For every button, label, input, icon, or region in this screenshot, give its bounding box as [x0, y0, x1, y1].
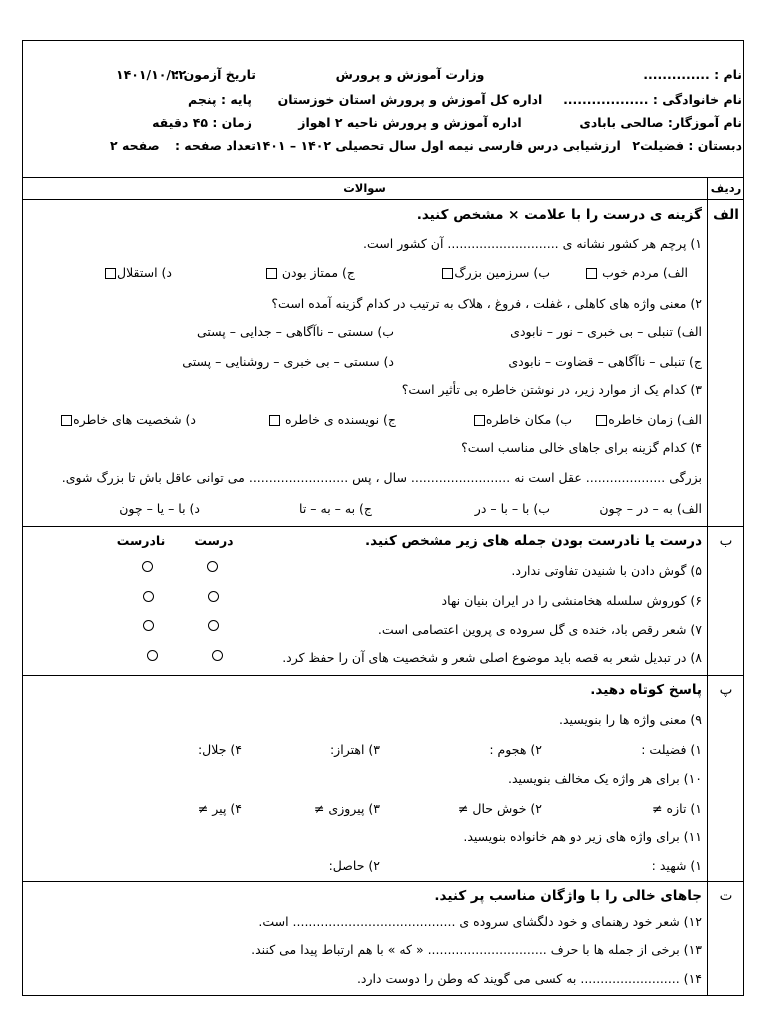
checkbox[interactable]	[586, 268, 597, 279]
q10-item-3: ۳) پیروزی ≠	[313, 801, 380, 816]
checkbox[interactable]	[269, 415, 280, 426]
header-divider	[22, 177, 744, 178]
false-radio[interactable]	[147, 650, 158, 661]
checkbox[interactable]	[442, 268, 453, 279]
q9-item-4: ۴) جلال:	[197, 742, 242, 757]
section-letter-alef: الف	[713, 207, 739, 223]
exam-date-value: ۱۴۰۱/۱۰/۲۲	[116, 67, 187, 82]
q4-option-d[interactable]: د) با – یا – چون	[119, 501, 200, 516]
exam-duration: زمان : ۴۵ دقیقه	[152, 115, 252, 130]
section-divider	[22, 881, 744, 882]
q1-option-d[interactable]: د) استقلال	[104, 265, 172, 280]
teacher-name: نام آموزگار: صالحی بابادی	[579, 115, 742, 130]
section-te-title: جاهای خالی را با واژگان مناسب پر کنید.	[434, 888, 702, 904]
true-radio[interactable]	[212, 650, 223, 661]
section-letter-pe: پ	[719, 682, 733, 698]
page-count-label: تعداد صفحه :	[174, 138, 256, 153]
false-radio[interactable]	[143, 591, 154, 602]
row-column-header: ردیف	[710, 181, 742, 195]
q1-option-c[interactable]: ج) ممتاز بودن	[265, 265, 355, 280]
questions-column-header: سوالات	[343, 181, 386, 195]
q2-option-b[interactable]: ب) سستی – ناآگاهی – جدایی – پستی	[196, 324, 394, 339]
exam-date-label: تاریخ آزمون :	[174, 67, 256, 82]
q2-option-d[interactable]: د) سستی – بی خبری – روشنایی – پستی	[182, 354, 394, 369]
row-column-divider	[707, 177, 708, 996]
q11-item-2: ۲) حاصل:	[328, 858, 380, 873]
grade-level: پایه : پنجم	[188, 92, 252, 107]
q9-item-1: ۱) فضیلت :	[641, 742, 702, 757]
checkbox[interactable]	[266, 268, 277, 279]
tf-statement-7: ۷) شعر رقص باد، خنده ی گل سروده ی پروین اعتصامی است.	[377, 622, 702, 637]
section-letter-be: ب	[719, 533, 733, 549]
q9-item-3: ۳) اهتراز:	[329, 742, 380, 757]
student-name-field: نام : ..............	[643, 67, 742, 82]
q3-option-b[interactable]: ب) مکان خاطره	[473, 412, 572, 427]
question-12: ۱۲) شعر خود رهنمای و خود دلگشای سروده ی ......................................... است.	[258, 914, 702, 929]
q3-option-c[interactable]: ج) نویسنده ی خاطره	[268, 412, 396, 427]
q10-item-1: ۱) تازه ≠	[652, 801, 702, 816]
section-divider	[22, 526, 744, 527]
question-14: ۱۴) ......................... به کسی می گویند که وطن را دوست دارد.	[356, 971, 702, 986]
true-radio[interactable]	[207, 561, 218, 572]
true-radio[interactable]	[208, 591, 219, 602]
checkbox[interactable]	[61, 415, 72, 426]
q4-option-c[interactable]: ج) به – به – تا	[299, 501, 372, 516]
q2-option-c[interactable]: ج) تنبلی – ناآگاهی – قضاوت – نابودی	[508, 354, 702, 369]
section-be-title: درست یا نادرست بودن جمله های زیر مشخص کنید.	[365, 533, 702, 549]
q10-item-4: ۴) پیر ≠	[197, 801, 242, 816]
q1-option-b[interactable]: ب) سرزمین بزرگ	[441, 265, 550, 280]
question-4: ۴) کدام گزینه برای جاهای خالی مناسب است؟	[461, 440, 702, 455]
checkbox[interactable]	[105, 268, 116, 279]
district-office: اداره آموزش و پرورش ناحیه ۲ اهواز	[298, 115, 522, 130]
question-4-text: بزرگی .................... عقل است نه ......................... سال ، پس ......................... می توانی عاقل باش تا بزرگ شوی.	[61, 470, 702, 485]
province-office: اداره کل آموزش و پرورش استان خوزستان	[277, 92, 543, 107]
q10-item-2: ۲) خوش حال ≠	[457, 801, 542, 816]
q3-option-d[interactable]: د) شخصیت های خاطره	[60, 412, 196, 427]
question-11: ۱۱) برای واژه های زیر دو هم خانواده بنویسید.	[463, 829, 702, 844]
page-count-value: ۲ صفحه	[110, 138, 160, 153]
question-9: ۹) معنی واژه ها را بنویسید.	[558, 712, 702, 727]
q4-option-a[interactable]: الف) به – در – چون	[599, 501, 702, 516]
student-family-field: نام خانوادگی : ..................	[563, 92, 742, 107]
tf-statement-6: ۶) کوروش سلسله هخامنشی را در ایران بنیان نهاد	[441, 593, 702, 608]
true-column-header: درست	[194, 533, 234, 548]
section-pe-title: پاسخ کوتاه دهید.	[590, 682, 702, 698]
false-column-header: نادرست	[116, 533, 166, 548]
exam-title: ارزشیابی درس فارسی نیمه اول سال تحصیلی ۱۴۰۲ – ۱۴۰۱	[255, 138, 621, 153]
question-2: ۲) معنی واژه های کاهلی ، غفلت ، فروغ ، هلاک به ترتیب در کدام گزینه آمده است؟	[271, 296, 702, 311]
question-3: ۳) کدام یک از موارد زیر، در نوشتن خاطره بی تأثیر است؟	[401, 382, 702, 397]
question-13: ۱۳) برخی از جمله ها با حرف .............................. « که » با هم ارتباط پیدا می کنند.	[251, 942, 702, 957]
ministry-title: وزارت آموزش و پرورش	[335, 67, 485, 82]
tf-statement-8: ۸) در تبدیل شعر به قصه باید موضوع اصلی شعر و شخصیت های آن را حفظ کرد.	[282, 650, 702, 665]
false-radio[interactable]	[142, 561, 153, 572]
q1-option-a[interactable]: الف) مردم خوب	[585, 265, 688, 280]
section-alef-title: گزینه ی درست را با علامت × مشخص کنید.	[416, 207, 702, 223]
q4-option-b[interactable]: ب) با – با – در	[474, 501, 550, 516]
true-radio[interactable]	[208, 620, 219, 631]
tf-statement-5: ۵) گوش دادن با شنیدن تفاوتی ندارد.	[511, 563, 702, 578]
q9-item-2: ۲) هجوم :	[489, 742, 542, 757]
q11-item-1: ۱) شهید :	[651, 858, 702, 873]
q3-option-a[interactable]: الف) زمان خاطره	[595, 412, 702, 427]
checkbox[interactable]	[596, 415, 607, 426]
checkbox[interactable]	[474, 415, 485, 426]
false-radio[interactable]	[143, 620, 154, 631]
column-header-divider	[22, 199, 744, 200]
question-10: ۱۰) برای هر واژه یک مخالف بنویسید.	[507, 771, 702, 786]
section-divider	[22, 675, 744, 676]
q2-option-a[interactable]: الف) تنبلی – بی خبری – نور – نابودی	[510, 324, 702, 339]
school-name: دبستان : فضیلت۲	[632, 138, 742, 153]
section-letter-te: ت	[719, 888, 733, 904]
question-1: ۱) پرچم هر کشور نشانه ی ............................ آن کشور است.	[363, 236, 702, 251]
